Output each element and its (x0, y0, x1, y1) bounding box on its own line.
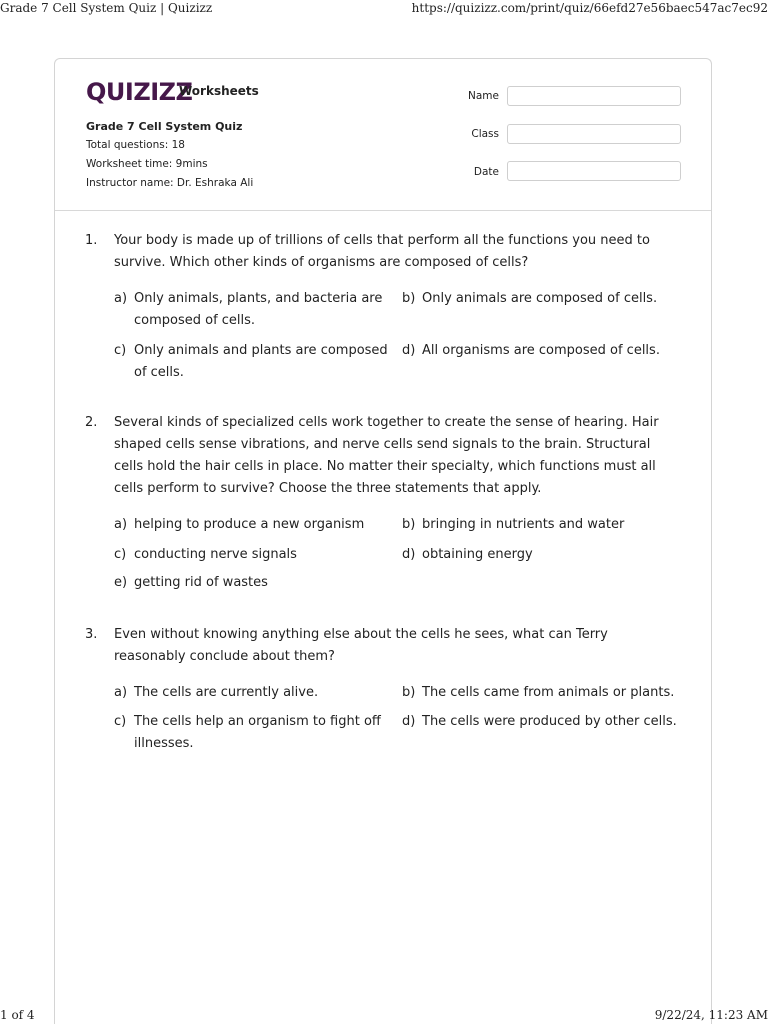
worksheet-time: Worksheet time: 9mins (86, 158, 208, 170)
total-questions: Total questions: 18 (86, 139, 185, 151)
page-url: https://quizizz.com/print/quiz/66efd27e56baec547ac7ec92 (411, 1, 768, 15)
question-number: 3. (85, 627, 98, 642)
date-field[interactable] (507, 161, 681, 181)
class-label: Class (471, 128, 499, 140)
print-timestamp: 9/22/24, 11:23 AM (654, 1008, 768, 1022)
question-text: Even without knowing anything else about the cells he sees, what can Terry reasonably conclude about them? (114, 627, 608, 664)
print-footer (0, 1006, 768, 1024)
page-title: Grade 7 Cell System Quiz | Quizizz (0, 1, 213, 15)
name-label: Name (468, 90, 499, 102)
print-header (0, 0, 768, 18)
quizizz-logo: QUIZIZZ (86, 78, 193, 106)
quiz-title: Grade 7 Cell System Quiz (86, 120, 243, 133)
question-number: 1. (85, 233, 98, 248)
worksheet-header (55, 59, 711, 211)
quiz-meta (86, 117, 253, 193)
worksheet (54, 58, 712, 1024)
instructor-name: Instructor name: Dr. Eshraka Ali (86, 177, 254, 189)
page-count: 1 of 4 (0, 1008, 35, 1022)
question-text: Several kinds of specialized cells work together to create the sense of hearing. Hair shaped cells sense vibrations, and nerve cells send signals to the brain. Structural cells hold the hair cells in place. No matter their specialty, which functions must all cells perform to survive? Choose the three statements that apply. (114, 415, 659, 496)
question-number: 2. (85, 415, 98, 430)
class-field[interactable] (507, 124, 681, 144)
date-label: Date (473, 166, 499, 178)
name-field[interactable] (507, 86, 681, 106)
logo-subtitle: Worksheets (179, 84, 259, 98)
question-text: Your body is made up of trillions of cells that perform all the functions you need to survive. Which other kinds of organisms are composed of cells? (114, 233, 650, 270)
